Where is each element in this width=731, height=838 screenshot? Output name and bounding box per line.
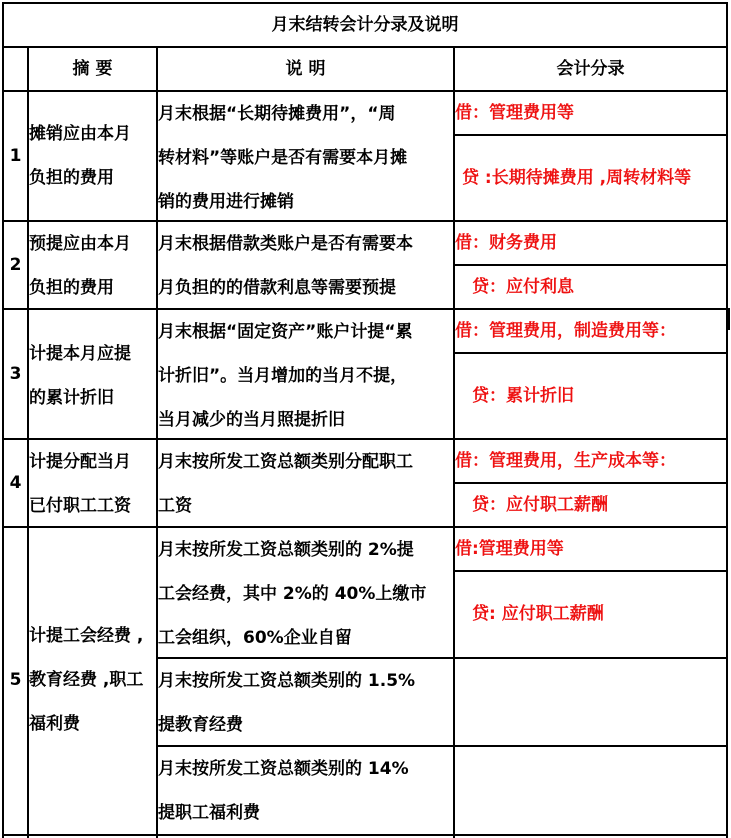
summary-line: 计提本月应提 — [29, 344, 131, 364]
row-index: 5 — [9, 670, 22, 690]
description-line: 提职工福利费 — [158, 803, 260, 823]
row-summary — [29, 614, 156, 746]
header-summary: 摘 要 — [72, 59, 113, 79]
summary-line: 负担的费用 — [29, 278, 114, 298]
debit-entry: 借：管理费用，生产成本等： — [455, 451, 676, 471]
description-line: 月负担的的借款利息等需要预提 — [158, 278, 396, 298]
row-index: 3 — [9, 364, 22, 384]
summary-line: 已付职工工资 — [29, 496, 131, 516]
summary-line: 计提分配当月 — [29, 452, 131, 472]
summary-line: 预提应由本月 — [29, 234, 131, 254]
row-description-block — [158, 659, 453, 747]
row-index: 2 — [9, 255, 22, 275]
description-line: 月末按所发工资总额类别的 2%提 — [158, 540, 414, 560]
description-line: 月末根据“长期待摊费用”，“周 — [158, 104, 396, 124]
credit-entry: 贷：累计折旧 — [472, 386, 574, 406]
credit-entry: 贷: 应付职工薪酬 — [472, 604, 604, 624]
edge-mark — [728, 308, 730, 330]
description-line: 销的费用进行摊销 — [158, 192, 294, 212]
description-line: 月末按所发工资总额类别的 14% — [158, 759, 409, 779]
row-index: 4 — [9, 473, 22, 493]
description-line: 月末根据“固定资产”账户计提“累 — [158, 322, 413, 342]
debit-entry: 借：财务费用 — [455, 233, 557, 253]
row-description — [158, 92, 453, 224]
row-description — [158, 222, 453, 310]
description-line: 工会组织，60%企业自留 — [158, 628, 352, 648]
summary-line: 福利费 — [29, 714, 80, 734]
row-description — [158, 440, 453, 528]
row-description-block — [158, 747, 453, 835]
summary-line: 负担的费用 — [29, 168, 114, 188]
credit-entry: 贷：应付职工薪酬 — [472, 495, 608, 515]
description-line: 月末按所发工资总额类别的 1.5% — [158, 671, 416, 691]
header-entry: 会计分录 — [556, 59, 625, 79]
credit-entry: 贷：应付利息 — [472, 277, 574, 297]
row-description-block — [158, 528, 453, 660]
row-summary — [29, 112, 156, 200]
summary-line: 教育经费 ,职工 — [29, 670, 144, 690]
description-line: 月末按所发工资总额类别分配职工 — [158, 452, 413, 472]
description-line: 工会经费，其中 2%的 40%上缴市 — [158, 584, 427, 604]
description-line: 工资 — [158, 496, 192, 516]
description-line: 转材料”等账户是否有需要本月摊 — [158, 148, 408, 168]
row-index: 1 — [9, 146, 22, 166]
row-summary — [29, 222, 156, 310]
summary-line: 计提工会经费 , — [29, 626, 144, 646]
table-border-right — [726, 2, 728, 838]
row-description — [158, 310, 453, 442]
debit-entry: 借:管理费用等 — [455, 539, 564, 559]
summary-line: 的累计折旧 — [29, 388, 114, 408]
description-line: 提教育经费 — [158, 715, 243, 735]
debit-entry: 借：管理费用等 — [455, 103, 574, 123]
table-title: 月末结转会计分录及说明 — [271, 15, 459, 35]
description-line: 当月减少的当月照提折旧 — [158, 410, 345, 430]
description-line: 月末根据借款类账户是否有需要本 — [158, 234, 413, 254]
description-line: 计折旧”。当月增加的当月不提， — [158, 366, 408, 386]
row-summary — [29, 332, 156, 420]
debit-entry: 借：管理费用，制造费用等： — [455, 321, 676, 341]
row-summary — [29, 440, 156, 528]
summary-line: 摊销应由本月 — [29, 124, 131, 144]
credit-entry: 贷 :长期待摊费用 ,周转材料等 — [462, 168, 692, 188]
header-description: 说 明 — [285, 59, 326, 79]
